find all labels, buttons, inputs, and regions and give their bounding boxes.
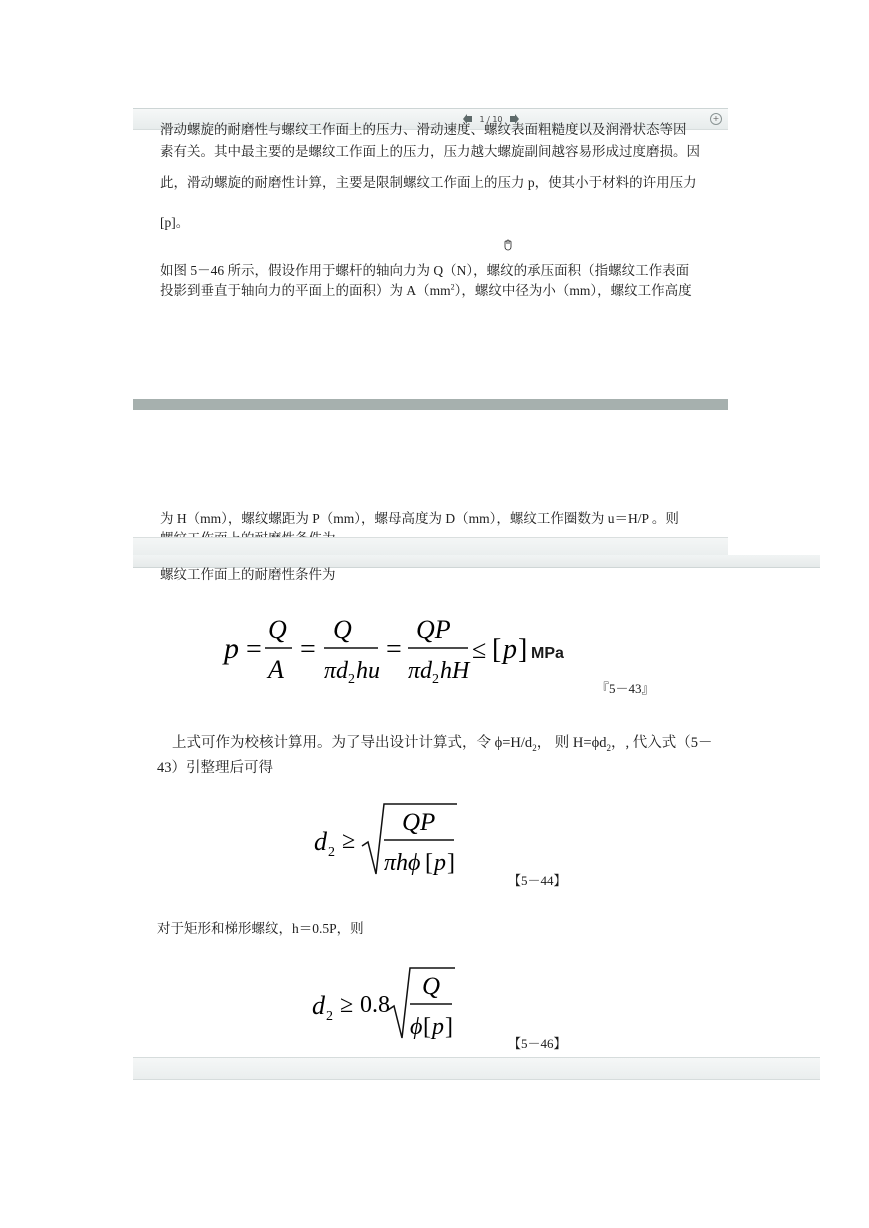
svg-text:d: d [314, 827, 327, 856]
clipped-line-bottom [160, 527, 700, 537]
svg-text:πd: πd [324, 658, 349, 684]
svg-text:p: p [434, 850, 446, 876]
svg-text:≥: ≥ [340, 992, 354, 1018]
svg-text:πhϕ: πhϕ [384, 850, 421, 876]
page-separator [133, 399, 728, 410]
svg-text:ϕ: ϕ [410, 1014, 423, 1040]
paragraph-line-3: 对于矩形和梯形螺纹，h＝0.5P，则 [157, 921, 364, 936]
equation-number-5-44: 【5－44】 [508, 873, 567, 888]
svg-text:]: ] [447, 850, 455, 876]
text-line-6: 为 H（mm），螺纹螺距为 P（mm），螺母高度为 D（mm），螺纹工作圈数为 u＝H/P 。则 [160, 511, 679, 526]
svg-text:2: 2 [348, 672, 355, 687]
text-line-5: 投影到垂直于轴向力的平面上的面积）为 $A(mm^2)$，螺纹中径为小（mm），螺纹工作高度 [160, 282, 692, 298]
hand-cursor-icon [502, 236, 514, 248]
clipped-line: 滑动螺旋的耐磨性与螺纹工作面上的压力、滑动速度、螺纹表面粗糙度以及润滑状态等因 [160, 122, 687, 137]
svg-text:Q: Q [333, 615, 352, 644]
svg-text:[: [ [492, 634, 502, 665]
page-indicator: 1 / 10 [479, 114, 503, 124]
unit-label: MPa [531, 645, 564, 662]
svg-text:p: p [224, 632, 239, 665]
svg-text:2: 2 [326, 1009, 333, 1024]
svg-text:Q: Q [422, 973, 441, 1000]
svg-text:]: ] [445, 1014, 453, 1040]
svg-text:=: = [386, 634, 402, 665]
svg-text:=: = [300, 634, 316, 665]
svg-text:d: d [312, 991, 325, 1020]
clipped-line-top: 螺纹工作面上的耐磨性条件为 [160, 567, 336, 582]
svg-text:≤: ≤ [472, 635, 487, 664]
svg-text:hu: hu [356, 658, 380, 684]
svg-text:hH: hH [440, 658, 470, 684]
paragraph-line-1: 上式可作为校核计算用。为了导出设计计算式，令 $\phi=H/d_2$， 则 $H=\phi d_2$，, 代入式（5－ [172, 735, 713, 753]
formula-5-44 [312, 800, 472, 880]
equation-number-5-46: 【5－46】 [508, 1036, 567, 1051]
equation-number-5-43: 『5－43』 [596, 681, 655, 696]
svg-text:2: 2 [328, 845, 335, 860]
text-line-1: 素有关。其中最主要的是螺纹工作面上的压力，压力越大螺旋副间越容易形成过度磨损。因 [160, 144, 700, 159]
svg-text:[: [ [425, 850, 433, 876]
formula-5-46 [310, 962, 470, 1042]
text-line-3: [p]。 [160, 215, 190, 230]
svg-text:QP: QP [416, 615, 451, 644]
svg-text:0.8: 0.8 [360, 992, 390, 1018]
paragraph-line-2: 43）引整理后可得 [157, 760, 273, 776]
svg-text:Q: Q [268, 615, 287, 644]
svg-text:p: p [503, 634, 517, 665]
svg-text:2: 2 [432, 672, 439, 687]
formula-5-43 [220, 612, 570, 687]
svg-text:≥: ≥ [342, 828, 356, 854]
text-line-4: 如图 5－46 所示，假设作用于螺杆的轴向力为 Q（N），螺纹的承压面积（指螺纹工作表面 [160, 263, 690, 278]
text-line-2: 此，滑动螺旋的耐磨性计算，主要是限制螺纹工作面上的压力 p，使其小于材料的许用压力 [160, 175, 697, 190]
svg-text:πd: πd [408, 658, 433, 684]
svg-text:=: = [246, 634, 262, 665]
svg-text:p: p [432, 1014, 444, 1040]
zoom-plus-icon[interactable]: + [710, 113, 722, 125]
svg-text:]: ] [518, 634, 528, 665]
viewer-2-bottom-bar [133, 1057, 820, 1080]
viewer-bottom-bar [133, 537, 728, 557]
svg-text:QP: QP [402, 809, 436, 836]
svg-text:[: [ [423, 1014, 431, 1040]
svg-text:A: A [268, 655, 284, 684]
